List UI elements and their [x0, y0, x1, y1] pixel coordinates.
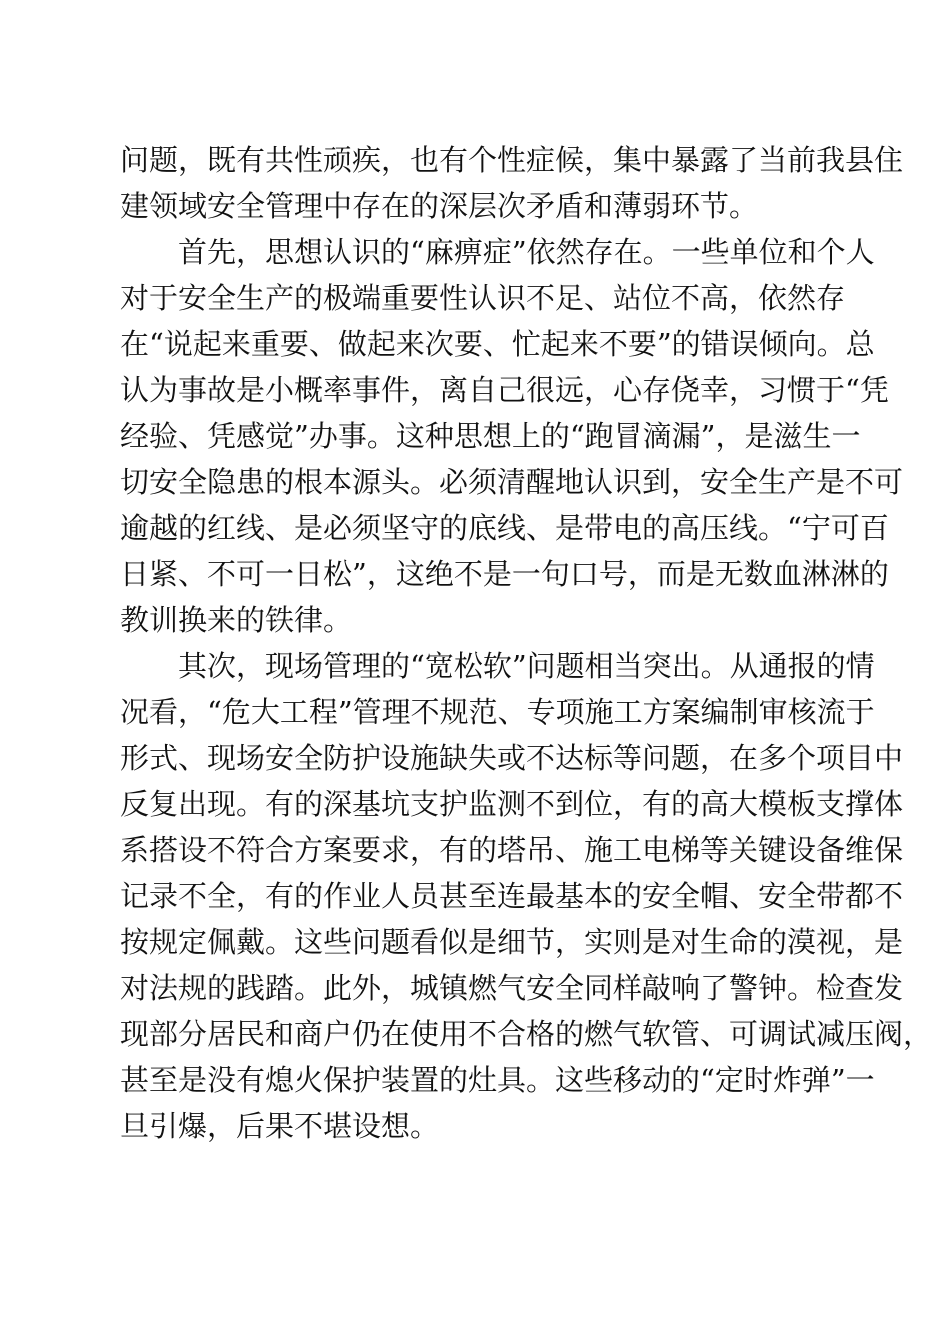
text-line: 认为事故是小概率事件，离自己很远，心存侥幸，习惯于“凭: [120, 373, 889, 407]
text-line: 问题，既有共性顽疾，也有个性症候，集中暴露了当前我县住: [120, 143, 904, 177]
text-line: 逾越的红线、是必须坚守的底线、是带电的高压线。“宁可百: [120, 511, 889, 545]
text-line: 对法规的践踏。此外，城镇燃气安全同样敲响了警钟。检查发: [120, 971, 904, 1005]
text-line: 系搭设不符合方案要求，有的塔吊、施工电梯等关键设备维保: [120, 833, 904, 867]
paragraph-first-line: 其次，现场管理的“宽松软”问题相当突出。从通报的情: [178, 649, 875, 683]
text-line: 旦引爆，后果不堪设想。: [120, 1109, 440, 1143]
text-line: 在“说起来重要、做起来次要、忙起来不要”的错误倾向。总: [120, 327, 875, 361]
text-line: 现部分居民和商户仍在使用不合格的燃气软管、可调试减压阀，: [120, 1017, 933, 1051]
text-line: 切安全隐患的根本源头。必须清醒地认识到，安全生产是不可: [120, 465, 904, 499]
text-line: 记录不全，有的作业人员甚至连最基本的安全帽、安全带都不: [120, 879, 904, 913]
text-line: 形式、现场安全防护设施缺失或不达标等问题，在多个项目中: [120, 741, 904, 775]
text-line: 对于安全生产的极端重要性认识不足、站位不高，依然存: [120, 281, 846, 315]
text-line: 教训换来的铁律。: [120, 603, 353, 637]
paragraph-first-line: 首先，思想认识的“麻痹症”依然存在。一些单位和个人: [178, 235, 875, 269]
text-line: 经验、凭感觉”办事。这种思想上的“跑冒滴漏”，是滋生一: [120, 419, 861, 453]
text-line: 反复出现。有的深基坑支护监测不到位，有的高大模板支撑体: [120, 787, 904, 821]
text-line: 按规定佩戴。这些问题看似是细节，实则是对生命的漠视，是: [120, 925, 904, 959]
text-line: 日紧、不可一日松”，这绝不是一句口号，而是无数血淋淋的: [120, 557, 889, 591]
text-line: 况看，“危大工程”管理不规范、专项施工方案编制审核流于: [120, 695, 875, 729]
text-line: 甚至是没有熄火保护装置的灶具。这些移动的“定时炸弹”一: [120, 1063, 875, 1097]
text-line: 建领域安全管理中存在的深层次矛盾和薄弱环节。: [120, 189, 759, 223]
